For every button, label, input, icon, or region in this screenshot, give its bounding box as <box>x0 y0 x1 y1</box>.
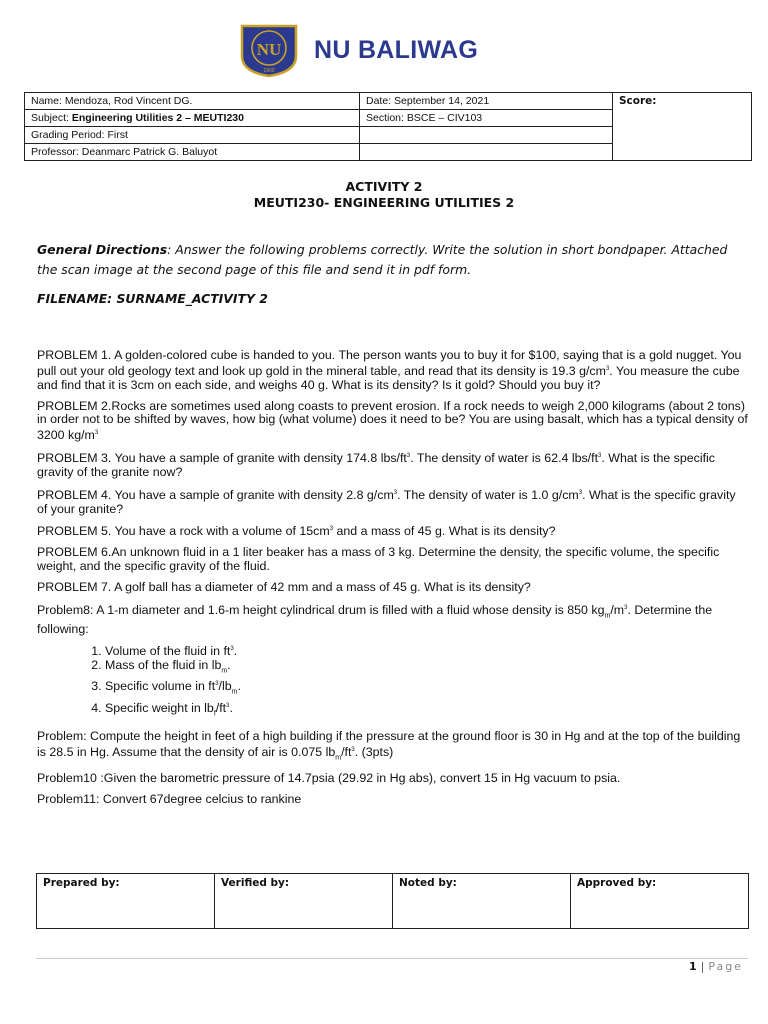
student-name: Name: Mendoza, Rod Vincent DG. <box>25 93 360 110</box>
problem-6: PROBLEM 6.An unknown fluid in a 1 liter beaker has a mass of 3 kg. Determine the density, the specific volume, the specific weight, and the specific gravity of the fluid. <box>37 545 720 574</box>
directions-label: General Directions <box>37 242 168 257</box>
noted-by-cell: Noted by: <box>393 874 571 929</box>
score-cell <box>613 93 752 161</box>
footer-divider <box>36 958 748 959</box>
student-info-table <box>24 92 752 161</box>
problem-11: Problem11: Convert 67degree celcius to rankine <box>37 791 302 806</box>
problem-list <box>37 349 749 814</box>
empty-cell <box>360 127 613 144</box>
empty-cell <box>360 144 613 161</box>
problem-8: Problem8: A 1-m diameter and 1.6-m height cylindrical drum is filled with a fluid whose density is 850 $kg_m/m^3$. Determine the following: <box>37 602 713 637</box>
date: Date: September 14, 2021 <box>360 93 613 110</box>
list-item: 3. Specific volume in $ft^3/lb_m$. <box>105 678 749 699</box>
score-label: Score: <box>619 95 657 107</box>
page-number: 1 <box>688 960 697 973</box>
problem-2: PROBLEM 2.Rocks are sometimes used along coasts to prevent erosion. If a rock needs to weigh 2,000 kilograms (about 2 tons) in order not to be shifted by waves, how big (what volume) does it need to be? You are using basalt, which has a typical density of 3200 $kg/m^3$ <box>37 398 748 443</box>
problem-1: PROBLEM 1. A golden-colored cube is handed to you. The person wants you to buy it for $100, saying that is a gold nugget. You pull out your old geology text and look up gold in the mineral table, and read that its density is 19.3 $g/cm^3$. You measure the cube and find that it is 3cm on each side, and weighs 40 g. What is its density? Is it gold? Should you buy it? <box>37 348 742 392</box>
seal-year: 1900 <box>263 68 275 74</box>
signature-table <box>36 873 749 929</box>
list-item: 1. Volume of the fluid in $ft^3$. <box>105 643 749 659</box>
section: Section: BSCE – CIV103 <box>360 110 613 127</box>
list-item: 4. Specific weight in $lb_f/ft^3$. <box>105 700 749 721</box>
directions-text: : Answer the following problems correctly. Write the solution in short bondpaper. Attached the scan image at the second page of this file and send it in pdf form. <box>37 242 728 277</box>
subject-prefix: Subject: <box>31 112 72 124</box>
page-separator: | <box>700 960 705 973</box>
activity-title: ACTIVITY 2 <box>345 179 423 194</box>
problem-8-items <box>37 643 749 721</box>
problem-9: Problem: Compute the height in feet of a high building if the pressure at the ground floor is 30 in Hg and at the top of the building is 28.5 in Hg. Assume that the density of air is 0.075 $lb_m/ft^3$. (3pts) <box>37 728 741 762</box>
approved-by-cell: Approved by: <box>571 874 749 929</box>
list-item: 2. Mass of the fluid in $lb_m$. <box>105 659 749 678</box>
page-word: Page <box>708 960 743 973</box>
problem-4: PROBLEM 4. You have a sample of granite with density 2.8 $g/cm^3$. The density of water is 1.0 $g/cm^3$. What is the specific gravity of your granite? <box>37 487 736 516</box>
seal-letters: NU <box>256 40 282 59</box>
subject-value: Engineering Utilities 2 – MEUTI230 <box>71 112 244 124</box>
course-title: MEUTI230- ENGINEERING UTILITIES 2 <box>253 195 515 210</box>
problem-3: PROBLEM 3. You have a sample of granite with density 174.8 lbs/$ft^3$. The density of water is 62.4 lbs/$ft^3$. What is the specific gravity of the granite now? <box>37 451 715 479</box>
university-seal-icon <box>238 22 300 78</box>
page-footer <box>689 960 743 973</box>
subject <box>25 110 360 127</box>
professor: Professor: Deanmarc Patrick G. Baluyot <box>25 144 360 161</box>
header-logo <box>238 22 478 78</box>
general-directions <box>37 240 737 280</box>
filename-instruction: FILENAME: SURNAME_ACTIVITY 2 <box>37 291 268 306</box>
prepared-by-cell: Prepared by: <box>37 874 215 929</box>
brand-name: NU BALIWAG <box>314 35 479 64</box>
problem-7: PROBLEM 7. A golf ball has a diameter of 42 mm and a mass of 45 g. What is its density? <box>37 579 531 594</box>
problem-5: PROBLEM 5. You have a rock with a volume of $15cm^3$ and a mass of 45 g. What is its density? <box>37 524 556 539</box>
grading-period: Grading Period: First <box>25 127 360 144</box>
problem-10: Problem10 :Given the barometric pressure of 14.7psia (29.92 in Hg abs), convert 15 in Hg vacuum to psia. <box>37 771 621 786</box>
verified-by-cell: Verified by: <box>215 874 393 929</box>
